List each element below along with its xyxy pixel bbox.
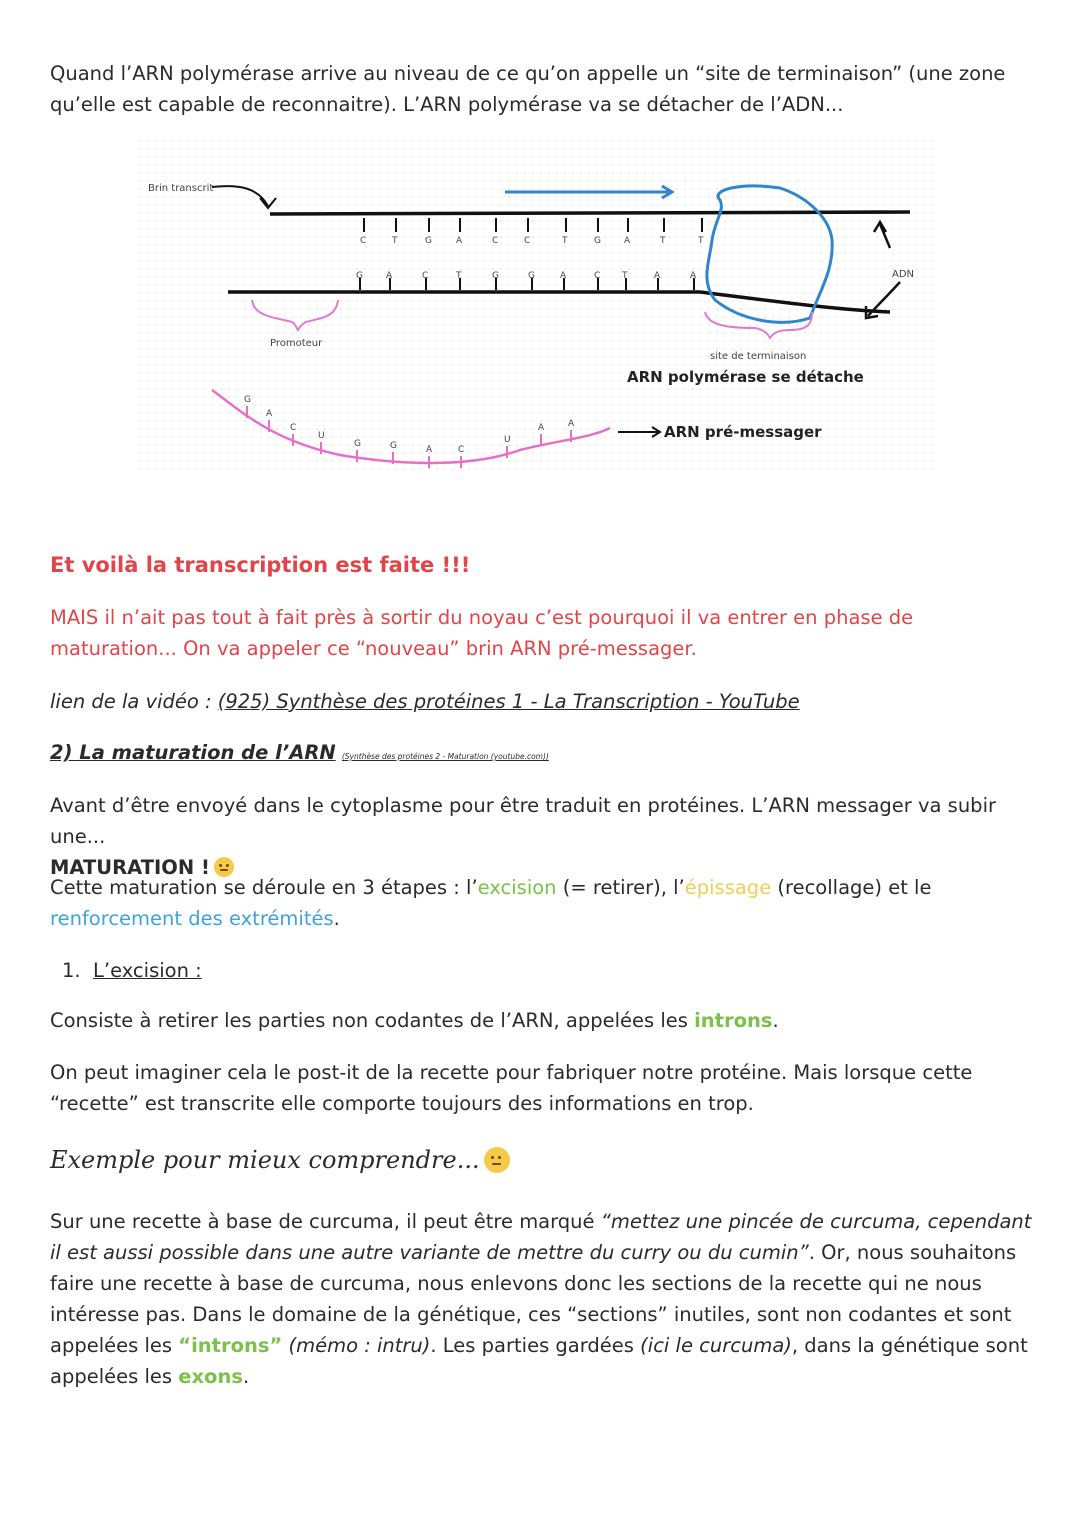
curcuma-quote: “mettez une pincée de curcuma, cependant il est aussi possible dans une autre variante de mettre du curry ou du cumin” xyxy=(50,1210,1032,1264)
ici-curcuma: (ici le curcuma) xyxy=(640,1334,792,1357)
list-item-excision xyxy=(62,955,1047,986)
list-label-excision: L’excision : xyxy=(93,959,202,982)
curcuma-text-c: . Les parties gardées xyxy=(430,1334,641,1357)
arn-base-letter: U xyxy=(504,435,511,445)
arn-base-letter: A xyxy=(568,419,575,429)
label-site-terminaison: site de terminaison xyxy=(710,351,807,362)
video-link-line xyxy=(50,686,1035,717)
top-base-letter: T xyxy=(392,236,398,246)
top-base-letter: T xyxy=(660,236,666,246)
arn-base-letter: A xyxy=(426,445,433,455)
curcuma-text-b: . Or, nous souhaitons faire une recette à base de curcuma, nous enlevons donc les sections de la recette qui ne nous intéresse pas. Dans le domaine de la génétique, ces “sections” inutiles, sont non codantes et sont appelées les xyxy=(50,1241,1017,1357)
arn-base-letter: G xyxy=(390,441,397,451)
bottom-base-letter: G xyxy=(528,271,535,281)
mais-paragraph: MAIS il n’ait pas tout à fait près à sortir du noyau c’est pourquoi il va entrer en phase de maturation... On va appeler ce “nouveau” brin ARN pré-messager. xyxy=(50,606,914,660)
introns-term: introns xyxy=(694,1009,773,1032)
list-number: 1. xyxy=(62,959,81,982)
exemple-heading xyxy=(50,1145,1035,1177)
step-renforcement: renforcement des extrémités xyxy=(50,907,334,930)
video-link-transcription[interactable]: (925) Synthèse des protéines 1 - La Transcription - YouTube xyxy=(217,690,800,713)
excision-text-b: . xyxy=(772,1009,779,1032)
label-promoteur: Promoteur xyxy=(270,338,323,349)
arn-base-letter: A xyxy=(538,423,545,433)
step-epissage: épissage xyxy=(684,876,772,899)
bottom-base-letter: A xyxy=(690,271,697,281)
video-link-prefix: lien de la vidéo : xyxy=(50,690,218,713)
bottom-base-letter: G xyxy=(492,271,499,281)
introns-quoted: “introns” xyxy=(178,1334,283,1357)
top-base-letter: T xyxy=(562,236,568,246)
maturation-video-link[interactable]: (Synthèse des protéines 2 - Maturation (youtube.com)) xyxy=(341,752,549,761)
excision-text-a: Consiste à retirer les parties non codantes de l’ARN, appelées les xyxy=(50,1009,695,1032)
bottom-base-letter: C xyxy=(594,271,601,281)
bottom-base-letter: A xyxy=(654,271,661,281)
exons-term: exons xyxy=(178,1365,243,1388)
intro-paragraph: Quand l’ARN polymérase arrive au niveau de ce qu’on appelle un “site de terminaison” (une zone qu’elle est capable de reconnaitre). L’ARN polymérase va se détacher de l’ADN... xyxy=(50,62,1006,116)
bottom-base-letter: A xyxy=(560,271,567,281)
top-base-letter: G xyxy=(594,236,601,246)
bottom-base-letter: G xyxy=(356,271,363,281)
curcuma-text-d: , dans la génétique sont appelées les xyxy=(50,1334,1028,1388)
top-base-letter: C xyxy=(524,236,531,246)
step-excision: excision xyxy=(477,876,557,899)
label-adn: ADN xyxy=(892,269,915,280)
exemple-text: Exemple pour mieux comprendre... xyxy=(50,1146,480,1174)
postit-paragraph: On peut imaginer cela le post-it de la recette pour fabriquer notre protéine. Mais lorsque cette “recette” est transcrite elle comporte toujours des informations en trop. xyxy=(50,1061,973,1115)
transcription-diagram xyxy=(140,140,940,475)
top-base-letter: C xyxy=(492,236,499,246)
top-base-letter: G xyxy=(425,236,432,246)
bottom-base-letter: A xyxy=(386,271,393,281)
section-title-maturation: 2) La maturation de l’ARN xyxy=(50,741,336,764)
bottom-base-letter: T xyxy=(456,271,462,281)
maturation-heading xyxy=(50,737,1035,772)
maturation-emphasis: MATURATION ! xyxy=(50,856,210,879)
top-strand xyxy=(270,212,910,214)
arn-base-letter: A xyxy=(266,409,273,419)
curcuma-text-a: Sur une recette à base de curcuma, il peut être marqué xyxy=(50,1210,601,1233)
top-base-letter: A xyxy=(624,236,631,246)
memo-intru: (mémo : intru) xyxy=(282,1334,431,1357)
label-brin-transcrit: Brin transcrit xyxy=(148,183,214,194)
excision-definition xyxy=(50,1005,1035,1036)
bottom-base-letter: C xyxy=(422,271,429,281)
steps-text-c: (recollage) et le xyxy=(771,876,932,899)
arn-base-letter: C xyxy=(290,423,297,433)
steps-text-d: . xyxy=(333,907,340,930)
arn-base-letter: G xyxy=(354,439,361,449)
top-base-letter: T xyxy=(698,236,704,246)
steps-text-a: Cette maturation se déroule en 3 étapes : l’ xyxy=(50,876,478,899)
maturation-steps-paragraph xyxy=(50,872,1035,934)
curcuma-paragraph xyxy=(50,1206,1035,1392)
arn-base-letter: U xyxy=(318,431,325,441)
bottom-base-letter: T xyxy=(622,271,628,281)
arn-base-letter: G xyxy=(244,395,251,405)
maturation-intro-text: Avant d’être envoyé dans le cytoplasme pour être traduit en protéines. L’ARN messager va subir une... xyxy=(50,794,996,848)
section-title-transcription: Et voilà la transcription est faite !!! xyxy=(50,553,471,577)
top-base-letter: A xyxy=(456,236,463,246)
arn-base-letter: C xyxy=(458,445,465,455)
label-arn-pre-messager: ARN pré-messager xyxy=(664,423,822,441)
curcuma-text-e: . xyxy=(242,1365,250,1388)
label-arn-polymerase-detache: ARN polymérase se détache xyxy=(627,368,864,386)
maturation-intro xyxy=(50,790,1035,883)
thinking-emoji-icon xyxy=(484,1147,510,1173)
steps-text-b: (= retirer), l’ xyxy=(556,876,685,899)
top-base-letter: C xyxy=(360,236,367,246)
